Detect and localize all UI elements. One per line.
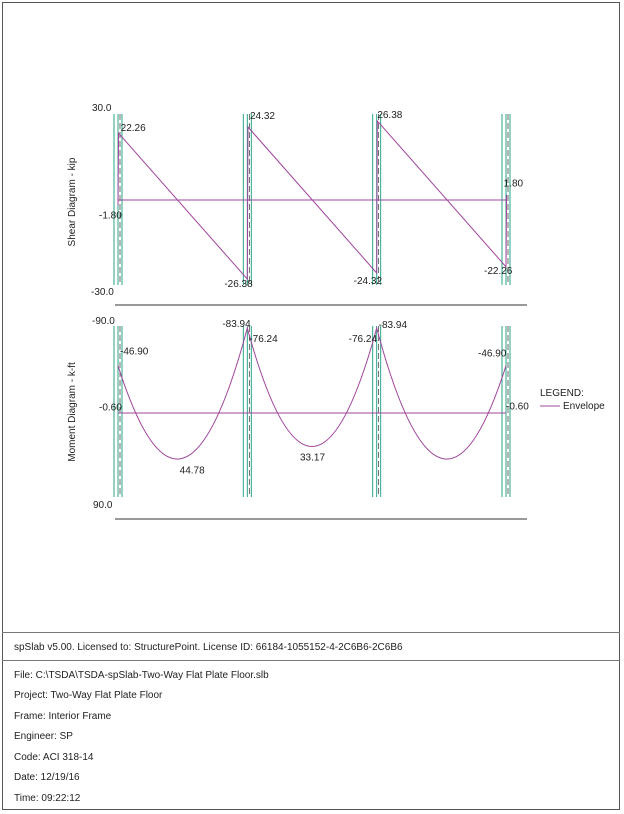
shear-data-label: -1.80 xyxy=(99,210,122,222)
legend-entry-envelope: Envelope xyxy=(563,401,605,412)
moment-data-label: -83.94 xyxy=(378,320,408,332)
moment-data-label: -0.60 xyxy=(506,401,529,413)
shear-ylabel: Shear Diagram - kip xyxy=(67,157,78,247)
shear-data-label: -24.32 xyxy=(353,275,383,287)
footer-divider-mid xyxy=(2,660,620,661)
moment-data-label: -46.90 xyxy=(120,346,149,358)
moment-data-label: -46.90 xyxy=(478,348,507,360)
moment-envelope-curve xyxy=(118,328,506,459)
moment-data-label: -83.94 xyxy=(222,319,251,331)
moment-data-label: 44.78 xyxy=(179,465,205,477)
footer-divider-top xyxy=(2,632,620,633)
shear-data-label: -26.38 xyxy=(224,279,253,291)
moment-ylabel: Moment Diagram - k-ft xyxy=(67,362,78,462)
info-project: Project: Two-Way Flat Plate Floor xyxy=(14,690,163,701)
info-engineer: Engineer: SP xyxy=(14,731,73,742)
shear-data-label: 24.32 xyxy=(249,111,276,123)
info-file: File: C:\TSDA\TSDA-spSlab-Two-Way Flat Plate Floor.slb xyxy=(14,670,269,681)
moment-ytick-bottom: 90.0 xyxy=(93,500,113,511)
moment-data-label: 33.17 xyxy=(300,452,326,464)
shear-data-label: 1.80 xyxy=(503,178,524,190)
moment-ytick-top: -90.0 xyxy=(92,316,115,327)
moment-data-label: -76.24 xyxy=(348,333,378,345)
moment-data-label: -0.60 xyxy=(99,402,122,414)
shear-ytick-top: 30.0 xyxy=(92,103,112,114)
legend-title: LEGEND: xyxy=(540,388,584,399)
shear-data-label: 26.38 xyxy=(377,109,403,121)
info-code: Code: ACI 318-14 xyxy=(14,752,94,763)
info-frame: Frame: Interior Frame xyxy=(14,711,112,722)
shear-data-label: 22.26 xyxy=(120,123,146,135)
info-date: Date: 12/19/16 xyxy=(14,772,80,783)
shear-ytick-bottom: -30.0 xyxy=(91,287,114,298)
license-text: spSlab v5.00. Licensed to: StructurePoint. License ID: 66184-1055152-4-2C6B6-2C6B6 xyxy=(14,642,403,653)
info-time: Time: 09:22:12 xyxy=(14,793,81,804)
moment-data-label: -76.24 xyxy=(249,333,278,345)
shear-data-label: -22.26 xyxy=(484,265,513,277)
